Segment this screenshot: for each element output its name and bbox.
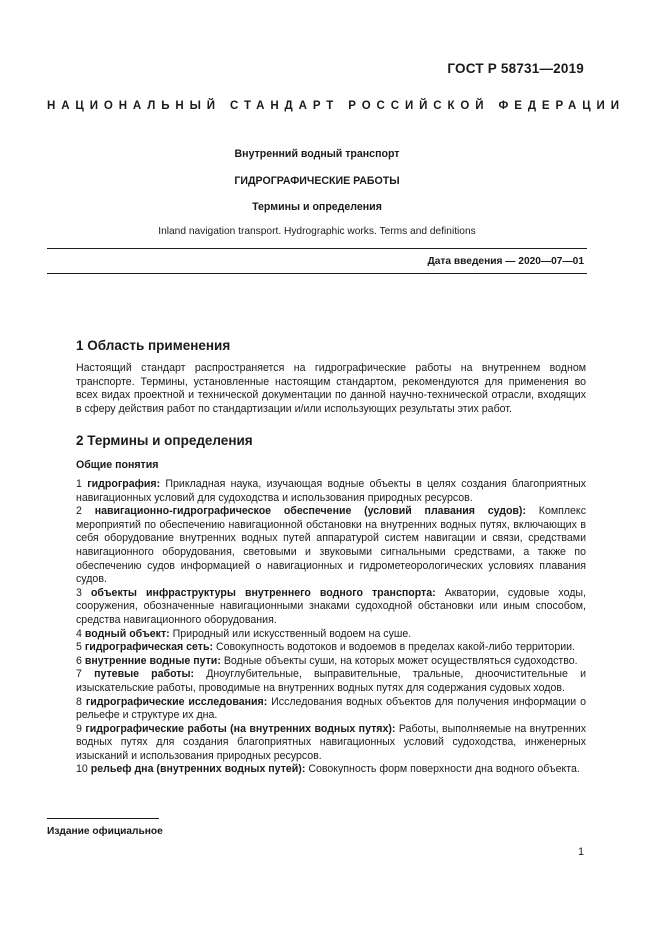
term-name: путевые работы: xyxy=(94,668,195,681)
page-number: 1 xyxy=(578,846,584,858)
term-entry xyxy=(76,696,586,723)
term-definition: Исследования водных объектов для получения информации о рельефе и структуре их дна. xyxy=(76,695,587,722)
term-name: гидрографические исследования: xyxy=(85,695,268,708)
term-name: водный объект: xyxy=(84,627,170,640)
term-name: гидрография: xyxy=(87,478,161,490)
section-1-text xyxy=(76,362,586,416)
term-entry xyxy=(76,763,586,777)
section-2-heading: 2 Термины и определения xyxy=(76,433,253,448)
official-edition-note: Издание официальное xyxy=(47,826,163,837)
term-number: 2 xyxy=(76,505,82,518)
term-number: 5 xyxy=(76,641,82,654)
term-number: 1 xyxy=(76,478,82,490)
term-entry xyxy=(76,505,586,587)
term-definition: Водные объекты суши, на которых может осуществляться судоходство. xyxy=(223,654,578,667)
term-definition: Совокупность форм поверхности дна водного объекта. xyxy=(308,763,580,776)
english-title: Inland navigation transport. Hydrographic works. Terms and definitions xyxy=(158,226,476,237)
term-definition: Совокупность водотоков и водоемов в пределах какой-либо территории. xyxy=(215,641,575,654)
term-name: внутренние водные пути: xyxy=(84,654,221,667)
top-rule xyxy=(47,248,587,249)
term-name: гидрографическая сеть: xyxy=(84,641,213,654)
term-number: 8 xyxy=(76,695,82,708)
term-number: 4 xyxy=(76,627,82,640)
term-definition: Прикладная наука, изучающая водные объекты в целях создания благоприятных навигационных условий для судоходства и использования природных ресурсов. xyxy=(76,478,586,504)
terms-list xyxy=(76,478,586,777)
section-2-subheading: Общие понятия xyxy=(76,459,159,471)
term-definition: Дноуглубительные, выправительные, тральные, дноочистительные и изыскательские работы, проводимые на внутренних водных путях для содержания судовых ходов. xyxy=(76,668,587,694)
term-name: рельеф дна (внутренних водных путей): xyxy=(90,763,306,776)
term-number: 6 xyxy=(76,654,82,667)
term-definition: Акватории, судовые ходы, сооружения, обозначенные навигационными знаками судоходной обстановки или иным способом, средства навигационного оборудования. xyxy=(76,586,586,626)
term-name: гидрографические работы (на внутренних водных путях): xyxy=(85,722,396,735)
term-number: 9 xyxy=(76,722,82,735)
term-entry xyxy=(76,587,586,628)
section-1-paragraph: Настоящий стандарт распространяется на гидрографические работы на внутреннем водном транспорте. Термины, установленные настоящим стандартом, рекомендуются для применения во всех видах проектной и технической документации по данной научно-технической отрасли, входящих в сферу действия работ по стандартизации и/или использующих результаты этих работ. xyxy=(76,362,586,415)
term-number: 7 xyxy=(76,668,82,681)
term-entry xyxy=(76,628,586,642)
term-number: 3 xyxy=(76,586,82,599)
term-name: навигационно-гидрографическое обеспечение (условий плавания судов): xyxy=(94,505,526,518)
term-entry xyxy=(76,641,586,655)
term-entry xyxy=(76,655,586,669)
term-number: 10 xyxy=(76,763,88,776)
term-entry xyxy=(76,723,586,764)
title-line-1: Внутренний водный транспорт xyxy=(234,148,400,160)
standard-title: НАЦИОНАЛЬНЫЙ СТАНДАРТ РОССИЙСКОЙ ФЕДЕРАЦИИ xyxy=(47,100,625,112)
title-line-2: ГИДРОГРАФИЧЕСКИЕ РАБОТЫ xyxy=(234,175,400,187)
date-rule xyxy=(47,273,587,274)
term-entry xyxy=(76,478,586,505)
term-definition: Работы, выполняемые на внутренних водных путях для создания благоприятных навигационных условий судоходства, инженерных изысканий и использования природных ресурсов. xyxy=(76,722,586,762)
term-entry xyxy=(76,668,586,695)
introduction-date: Дата введения — 2020—07—01 xyxy=(427,256,584,267)
term-name: объекты инфраструктуры внутреннего водного транспорта: xyxy=(90,586,436,599)
footer-rule xyxy=(47,818,159,819)
document-code: ГОСТ Р 58731—2019 xyxy=(447,61,584,76)
term-definition: Комплекс мероприятий по обеспечению навигационной обстановки на внутренних водных путях, включающих в себя оборудование внутренних водных путей аппаратурой систем навигации и связи, средствами навигационного оборудования, световыми и звуковыми сигнальными средствами, а также по обеспечению судов информацией о навигационных и гидрометеорологических условиях плавания судов. xyxy=(76,505,586,586)
term-definition: Природный или искусственный водоем на суше. xyxy=(172,627,412,640)
title-line-3: Термины и определения xyxy=(252,201,382,213)
section-1-heading: 1 Область применения xyxy=(76,338,231,353)
